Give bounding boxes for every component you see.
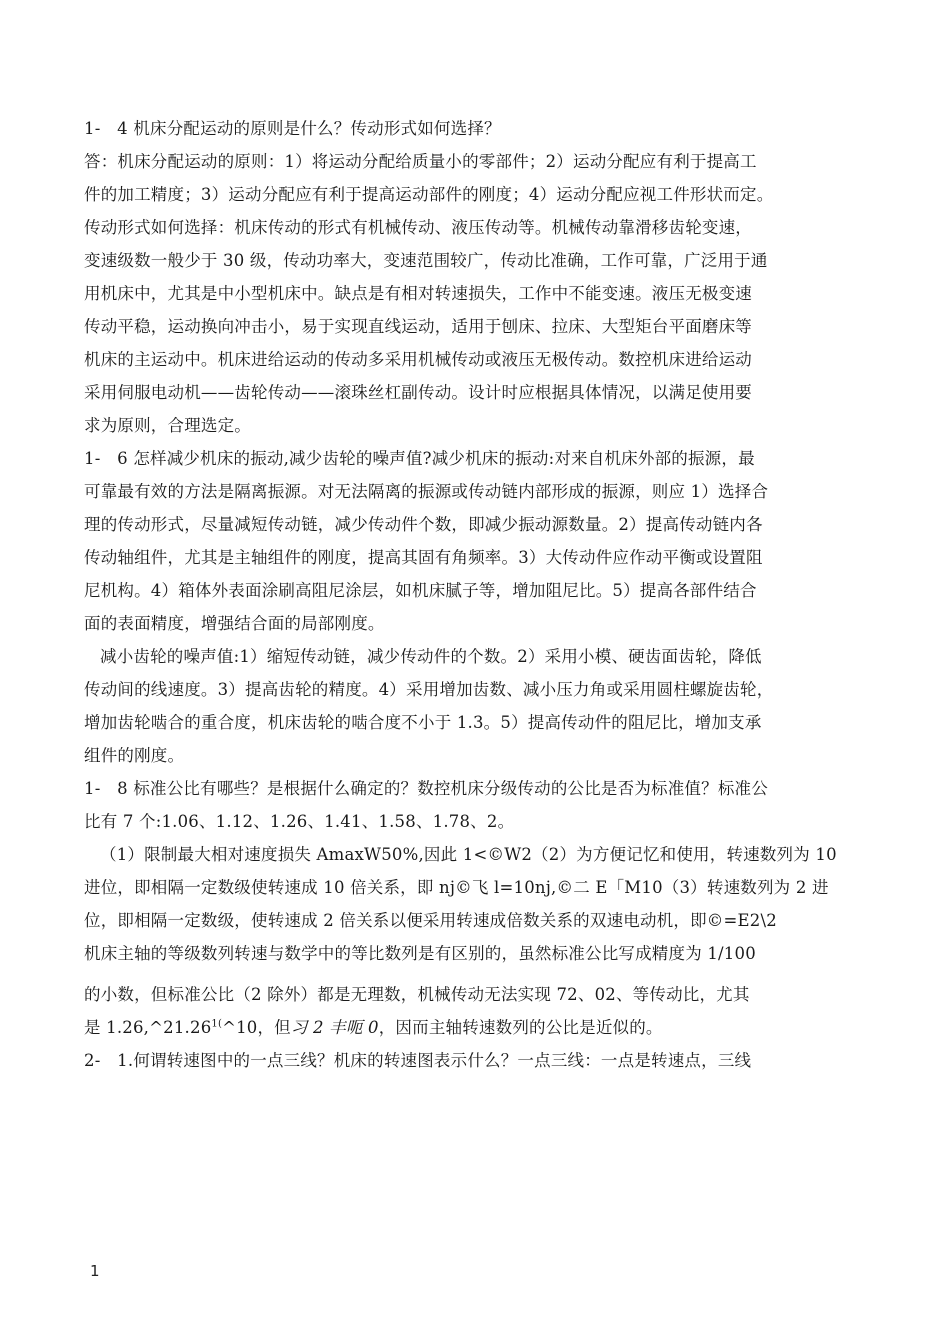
- text-line: 可靠最有效的方法是隔离振源。对无法隔离的振源或传动链内部形成的振源，则应 1）选择合: [84, 482, 769, 501]
- question-1-6-heading: 1- 6 怎样减少机床的振动,减少齿轮的噪声值?减少机床的振动:对来自机床外部的振源，最: [84, 449, 755, 468]
- text-line: 面的表面精度，增强结合面的局部刚度。: [84, 614, 385, 633]
- text-line: 机床主轴的等级数列转速与数学中的等比数列是有区别的，虽然标准公比写成精度为 1/100: [84, 944, 756, 963]
- text-line: 比有 7 个:1.06、1.12、1.26、1.41、1.58、1.78、2。: [84, 812, 515, 831]
- text-line: 传动轴组件，尤其是主轴组件的刚度，提高其固有角频率。3）大传动件应作动平衡或设置阻: [84, 548, 763, 567]
- text-line: 尼机构。4）箱体外表面涂刷高阻尼涂层，如机床腻子等，增加阻尼比。5）提高各部件结合: [84, 581, 757, 600]
- text-line: 传动形式如何选择：机床传动的形式有机械传动、液压传动等。机械传动靠滑移齿轮变速，: [84, 218, 752, 237]
- text-line: 变速级数一般少于 30 级，传动功率大，变速范围较广，传动比准确，工作可靠，广泛用于通: [84, 251, 768, 270]
- text-line: 位，即相隔一定数级，使转速成 2 倍关系以便采用转速成倍数关系的双速电动机，即©=E2\2: [84, 911, 777, 930]
- question-2-1-heading: 2- 1.何谓转速图中的一点三线？机床的转速图表示什么？一点三线：一点是转速点，三线: [84, 1051, 752, 1070]
- page-number: 1: [90, 1262, 100, 1280]
- question-1-8-heading: 1- 8 标准公比有哪些？是根据什么确定的？数控机床分级传动的公比是否为标准值？标准公: [84, 779, 768, 798]
- text-line: 组件的刚度。: [84, 746, 185, 765]
- text-line: （1）限制最大相对速度损失 AmaxW50%,因此 1<©W2（2）为方便记忆和使用，转速数列为 10: [100, 845, 837, 864]
- text-line: 传动间的线速度。3）提高齿轮的精度。4）采用增加齿数、减小压力角或采用圆柱螺旋齿轮，: [84, 680, 774, 699]
- superscript: 1(: [211, 1018, 223, 1030]
- text-line: 机床的主运动中。机床进给运动的传动多采用机械传动或液压无极传动。数控机床进给运动: [84, 350, 752, 369]
- text-line-mixed: [84, 1011, 874, 1044]
- text-line: 求为原则，合理选定。: [84, 416, 251, 435]
- text-segment: 是 1.26,^21.26: [84, 1018, 212, 1037]
- text-line: 增加齿轮啮合的重合度，机床齿轮的啮合度不小于 1.3。5）提高传动件的阻尼比，增加支承: [84, 713, 762, 732]
- text-line: 的小数，但标准公比（2 除外）都是无理数，机械传动无法实现 72、02、等传动比，尤其: [84, 985, 750, 1004]
- italic-segment: 习 2 丰呃 0: [290, 1018, 379, 1037]
- document-body: [84, 112, 874, 1077]
- text-line: 理的传动形式，尽量减短传动链，减少传动件个数，即减少振动源数量。2）提高传动链内各: [84, 515, 763, 534]
- text-line: 用机床中，尤其是中小型机床中。缺点是有相对转速损失，工作中不能变速。液压无极变速: [84, 284, 752, 303]
- question-1-4-heading: 1- 4 机床分配运动的原则是什么？传动形式如何选择？: [84, 119, 501, 138]
- text-line: 进位，即相隔一定数级使转速成 10 倍关系，即 nj©飞 l=10nj,©二 E「M10（3）转速数列为 2 进: [84, 878, 829, 897]
- text-segment: ^10，但: [222, 1018, 291, 1037]
- text-segment: ，因而主轴转速数列的公比是近似的。: [378, 1018, 663, 1037]
- text-line: 件的加工精度；3）运动分配应有利于提高运动部件的刚度；4）运动分配应视工件形状而定。: [84, 185, 774, 204]
- text-line: 传动平稳，运动换向冲击小，易于实现直线运动，适用于刨床、拉床、大型矩台平面磨床等: [84, 317, 752, 336]
- text-line: 采用伺服电动机——齿轮传动——滚珠丝杠副传动。设计时应根据具体情况，以满足使用要: [84, 383, 752, 402]
- text-line: 答：机床分配运动的原则：1）将运动分配给质量小的零部件；2）运动分配应有利于提高工: [84, 152, 757, 171]
- text-line: 减小齿轮的噪声值:1）缩短传动链，减少传动件的个数。2）采用小模、硬齿面齿轮，降低: [100, 647, 762, 666]
